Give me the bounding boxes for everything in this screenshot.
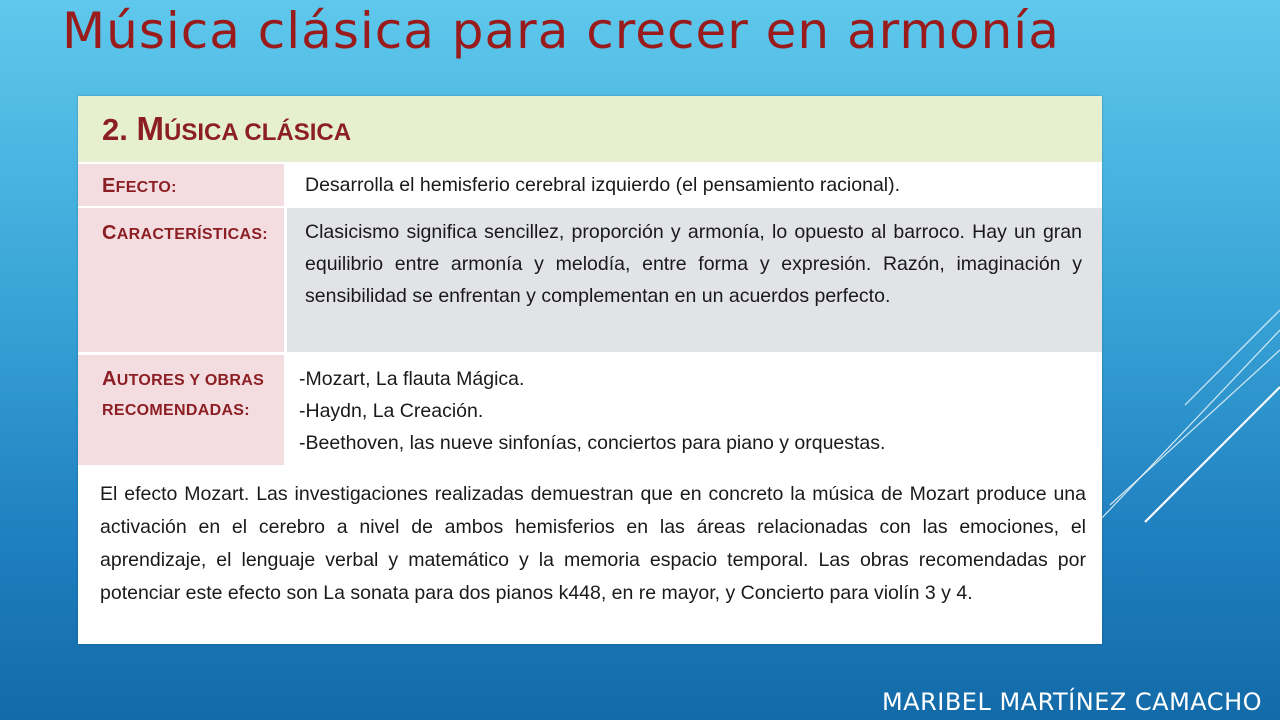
decorative-diagonal-lines: [1080, 300, 1280, 540]
row-value: [287, 208, 1102, 352]
card-header: [78, 96, 1102, 162]
obra-item: -Mozart, La flauta Mágica.: [299, 368, 525, 390]
section-title-rest: ÚSICA CLÁSICA: [163, 119, 352, 146]
row-label: [78, 355, 284, 465]
label-recomendadas: RECOMENDADAS:: [102, 402, 250, 419]
row-efecto: [78, 164, 1102, 206]
slide-title: Música clásica para crecer en armonía: [62, 2, 1060, 60]
music-info-card: [78, 96, 1102, 644]
section-number: 2.: [102, 112, 128, 147]
label-autores: AUTORES Y OBRAS: [102, 368, 265, 390]
section-title-initial: M: [136, 110, 164, 147]
row-label: [78, 164, 284, 206]
row-caracteristicas: [78, 208, 1102, 352]
row-value: [287, 355, 1102, 465]
label-efecto: EFECTO:: [102, 175, 177, 197]
row-value: [287, 164, 1102, 206]
obra-item: -Beethoven, las nueve sinfonías, conciertos para piano y orquestas.: [299, 432, 886, 454]
author-name: MARIBEL MARTÍNEZ CAMACHO: [881, 688, 1262, 716]
row-label: [78, 208, 284, 352]
efecto-text: Desarrolla el hemisferio cerebral izquierdo (el pensamiento racional).: [305, 174, 901, 196]
row-autores: [78, 355, 1102, 465]
section-title: [102, 110, 351, 148]
mozart-effect-text: El efecto Mozart. Las investigaciones realizadas demuestran que en concreto la música de Mozart produce una activación en el cerebro a nivel de ambos hemisferios en las áreas relacionadas con las emociones, el aprendizaje, el lenguaje verbal y matemático y la memoria espacio temporal. Las obras recomendadas por potenciar este efecto son La sonata para dos pianos k448, en re mayor, y Concierto para violín 3 y 4.: [100, 483, 1086, 604]
obra-item: -Haydn, La Creación.: [299, 400, 484, 422]
caracteristicas-text: Clasicismo significa sencillez, proporción y armonía, lo opuesto al barroco. Hay un gran equilibrio entre armonía y melodía, entre forma y expresión. Razón, imaginación y sensibilidad se enfrentan y complementan en un acuerdos perfecto.: [305, 221, 1082, 307]
label-caracteristicas: CARACTERÍSTICAS:: [102, 222, 268, 244]
